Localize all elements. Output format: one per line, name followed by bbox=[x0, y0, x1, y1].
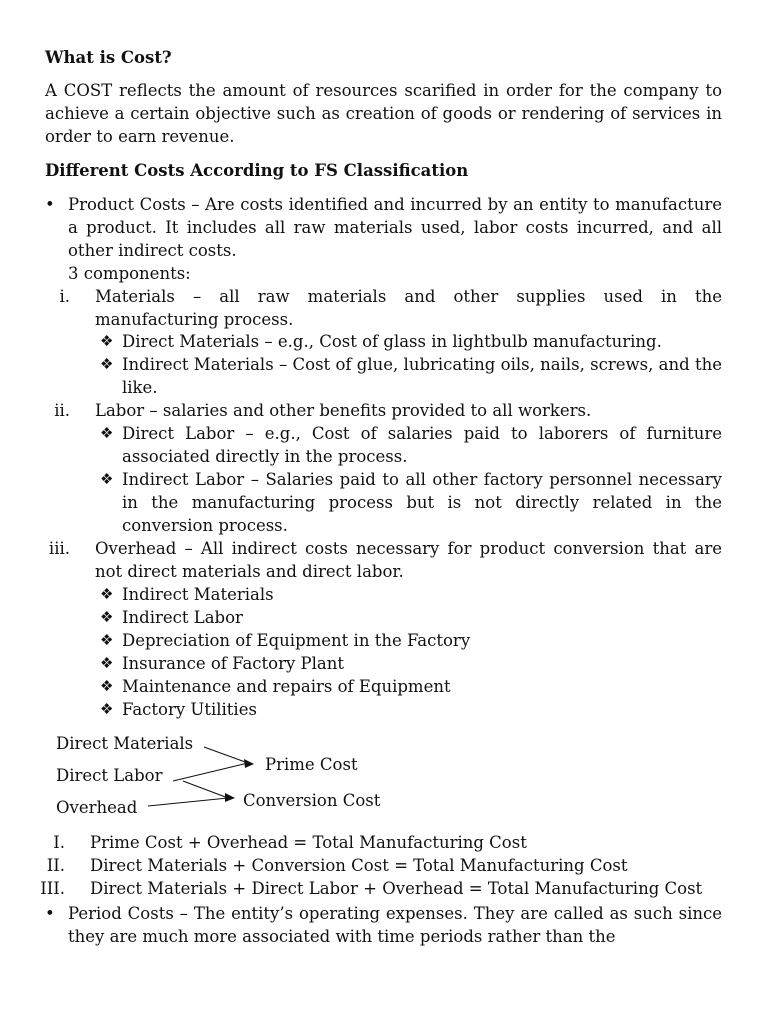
bullet-glyph: • bbox=[45, 904, 55, 923]
diamond-bullet-icon: ❖ bbox=[100, 470, 114, 488]
diamond-bullet-icon: ❖ bbox=[100, 332, 114, 350]
diagram-output: Prime Cost bbox=[265, 755, 358, 774]
period-costs-text: Period Costs – The entity’s operating expenses. They are called as such since they are much more associated with time periods rather than the bbox=[68, 904, 722, 946]
diamond-bullet-icon: ❖ bbox=[100, 585, 114, 603]
bullet-glyph: • bbox=[45, 195, 55, 214]
diamond-bullet-icon: ❖ bbox=[100, 654, 114, 672]
diamond-bullet-icon: ❖ bbox=[100, 677, 114, 695]
diagram-input: Direct Materials bbox=[56, 734, 194, 753]
sub-item: Indirect Materials bbox=[122, 585, 274, 604]
sub-item: Direct Labor – e.g., Cost of salaries paid to laborers of furniture associated directly in the process. bbox=[122, 424, 722, 466]
equation: Direct Materials + Direct Labor + Overhead = Total Manufacturing Cost bbox=[90, 879, 703, 898]
section-heading: Different Costs According to FS Classification bbox=[45, 161, 469, 180]
list-item-overhead: Overhead – All indirect costs necessary for product conversion that are not direct materials and direct labor. bbox=[95, 539, 722, 581]
diagram-input: Direct Labor bbox=[56, 766, 163, 785]
diamond-bullet-icon: ❖ bbox=[100, 631, 114, 649]
arrow-line bbox=[173, 763, 248, 781]
arrow-head bbox=[225, 793, 235, 802]
list-item-materials: Materials – all raw materials and other supplies used in the manufacturing process. bbox=[95, 287, 722, 329]
intro-paragraph: A COST reflects the amount of resources scarified in order for the company to achieve a certain objective such as creation of goods or rendering of services in order to earn revenue. bbox=[45, 81, 722, 146]
equation: Direct Materials + Conversion Cost = Total Manufacturing Cost bbox=[90, 856, 628, 875]
diamond-bullet-icon: ❖ bbox=[100, 355, 114, 373]
sub-item: Depreciation of Equipment in the Factory bbox=[122, 631, 471, 650]
equation-numeral: III. bbox=[40, 879, 65, 898]
arrow-line bbox=[183, 781, 228, 798]
diamond-bullet-icon: ❖ bbox=[100, 424, 114, 442]
equation-numeral: II. bbox=[46, 856, 65, 875]
roman-numeral: i. bbox=[59, 287, 70, 306]
sub-item: Factory Utilities bbox=[122, 700, 257, 719]
equation: Prime Cost + Overhead = Total Manufacturing Cost bbox=[90, 833, 527, 852]
list-item-labor: Labor – salaries and other benefits provided to all workers. bbox=[95, 401, 592, 420]
diamond-bullet-icon: ❖ bbox=[100, 608, 114, 626]
arrow-head bbox=[244, 759, 254, 768]
sub-item: Maintenance and repairs of Equipment bbox=[122, 677, 451, 696]
arrow-line bbox=[204, 747, 248, 763]
equation-numeral: I. bbox=[53, 833, 65, 852]
sub-item: Indirect Labor bbox=[122, 608, 243, 627]
sub-item: Direct Materials – e.g., Cost of glass in lightbulb manufacturing. bbox=[122, 332, 662, 351]
diamond-bullet-icon: ❖ bbox=[100, 700, 114, 718]
page-title: What is Cost? bbox=[45, 48, 172, 67]
sub-item: Insurance of Factory Plant bbox=[122, 654, 345, 673]
arrow-line bbox=[148, 798, 228, 806]
components-label: 3 components: bbox=[68, 264, 191, 283]
diagram-input: Overhead bbox=[56, 798, 138, 817]
sub-item: Indirect Labor – Salaries paid to all other factory personnel necessary in the manufacturing process but is not directly related in the conversion process. bbox=[122, 470, 722, 535]
roman-numeral: ii. bbox=[54, 401, 70, 420]
roman-numeral: iii. bbox=[48, 539, 70, 558]
diagram-output: Conversion Cost bbox=[243, 791, 381, 810]
product-costs-text: Product Costs – Are costs identified and incurred by an entity to manufacture a product. It includes all raw materials used, labor costs incurred, and all other indirect costs. bbox=[68, 195, 722, 260]
sub-item: Indirect Materials – Cost of glue, lubricating oils, nails, screws, and the like. bbox=[122, 355, 722, 397]
